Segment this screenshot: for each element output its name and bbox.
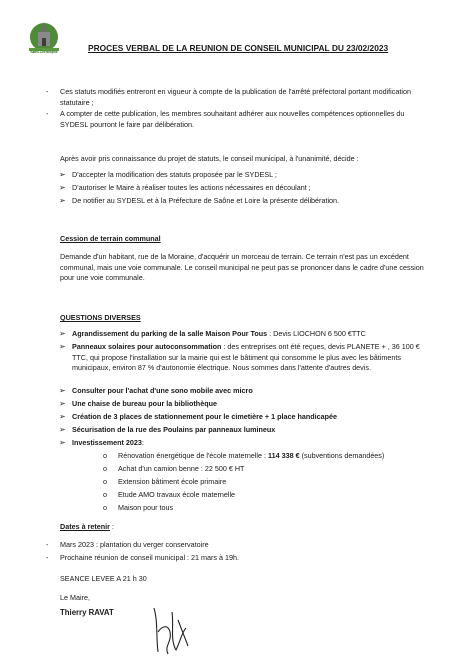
investment-text: Etude AMO travaux école maternelle <box>118 490 236 499</box>
page-title: PROCES VERBAL DE LA REUNION DE CONSEIL MUNICIPAL DU 23/02/2023 <box>88 43 389 53</box>
dates-heading-label: Dates à retenir <box>60 522 110 531</box>
question-item-bold: Agrandissement du parking de la salle Maison Pour Tous <box>72 329 268 338</box>
list-item: ➢ Consulter pour l'achat d'une sono mobile avec micro <box>59 386 253 395</box>
seance-levee: SEANCE LEVEE A 21 h 30 <box>60 574 147 583</box>
logo-caption: Saint-Christophe <box>30 50 58 54</box>
statut-item-text: Ces statuts modifiés entreront en vigueur à compte de la publication de l'arrêté préfectoral portant modification statutaire ; <box>60 87 411 107</box>
question-item-bold: Une chaise de bureau pour la bibliothèque <box>72 399 217 408</box>
list-item: ➢ Sécurisation de la rue des Poulains par panneaux lumineux <box>59 425 276 434</box>
question-item-bold: Création de 3 places de stationnement pour le cimetière + 1 place handicapée <box>72 412 338 421</box>
question-item-bold: Sécurisation de la rue des Poulains par panneaux lumineux <box>72 425 276 434</box>
signatory-name: Thierry RAVAT <box>60 608 114 617</box>
decision-item-text: De notifier au SYDESL et à la Préfecture de Saône et Loire la présente délibération. <box>72 196 340 205</box>
question-item-bold: Panneaux solaires pour autoconsommation <box>72 342 222 351</box>
investment-text: Maison pour tous <box>118 503 174 512</box>
date-item-text: Prochaine réunion de conseil municipal : 21 mars à 19h. <box>60 553 239 562</box>
list-item: - Mars 2023 : plantation du verger conservatoire <box>46 540 209 549</box>
list-item: o Maison pour tous <box>103 503 174 512</box>
question-item-bold: Consulter pour l'achat d'une sono mobile avec micro <box>72 386 253 395</box>
question-item-rest: : <box>141 438 144 447</box>
investment-tail: (subventions demandées) <box>299 451 385 460</box>
date-item-text: Mars 2023 : plantation du verger conservatoire <box>60 540 209 549</box>
list-item: ➢ Une chaise de bureau pour la bibliothèque <box>59 399 217 408</box>
investment-text: Rénovation énergétique de l'école maternelle : <box>118 451 269 460</box>
decision-item-text: D'accepter la modification des statuts proposée par le SYDESL ; <box>72 170 277 179</box>
list-item: o Extension bâtiment école primaire <box>103 477 227 486</box>
list-item: ➢ De notifier au SYDESL et à la Préfecture de Saône et Loire la présente délibération. <box>59 196 340 205</box>
list-item: ➢ Investissement 2023: <box>59 438 144 447</box>
list-item: ➢ D'accepter la modification des statuts proposée par le SYDESL ; <box>59 170 277 179</box>
le-maire-label: Le Maire, <box>60 593 90 602</box>
dates-heading <box>60 522 430 533</box>
list-item: o Rénovation énergétique de l'école maternelle : 114 338 € (subventions demandées) <box>103 451 385 460</box>
list-item: ➢ D'autoriser le Maire à réaliser toutes les actions nécessaires en découlant ; <box>59 183 311 192</box>
list-item: ➢ Panneaux solaires pour autoconsommation : des entreprises ont été reçues, devis PLANETE + , 36 100 € TTC, qui propose l'installation sur la mairie qui est le bâtiment qui consomme le plus avec les bâtiments municipaux, environ 87 % d'autonomie électrique. Nous sommes dans l'attente d'autres devis. <box>59 342 420 373</box>
section-heading: QUESTIONS DIVERSES <box>60 313 141 322</box>
investment-text: Extension bâtiment école primaire <box>118 477 227 486</box>
municipal-logo <box>24 20 64 60</box>
list-item: ➢ Agrandissement du parking de la salle Maison Pour Tous : Devis LIOCHON 6 500 €TTC <box>59 329 366 338</box>
question-item-rest: : des entreprises ont été reçues, devis PLANETE + , 36 100 € TTC, qui propose l'installation sur la mairie qui est le bâtiment qui consomme le plus avec les bâtiments municipaux, environ 87 % d'autonomie électrique. Nous sommes dans l'attente d'autres devis. <box>72 342 420 373</box>
handwritten-signature <box>148 602 194 660</box>
list-item: o Achat d'un camion benne : 22 500 € HT <box>103 464 245 473</box>
section-heading: Cession de terrain communal <box>60 234 161 243</box>
investment-text: Achat d'un camion benne : 22 500 € HT <box>118 464 245 473</box>
list-item: - A compter de cette publication, les membres souhaitant adhérer aux nouvelles compétences optionnelles du SYDESL pourront le faire par délibération. <box>46 109 405 129</box>
cession-body: Demande d'un habitant, rue de la Moraine, d'acquérir un morceau de terrain. Ce terrain n'est pas un excédent communal, mais une voie communale. Le conseil municipal ne peut pas se prononcer dans le cadre d'une cession pour une voie communale. <box>60 252 424 283</box>
list-item: - Ces statuts modifiés entreront en vigueur à compte de la publication de l'arrêté préfectoral portant modification statutaire ; <box>46 87 411 107</box>
list-item: ➢ Création de 3 places de stationnement pour le cimetière + 1 place handicapée <box>59 412 338 421</box>
dates-heading-suffix: : <box>109 522 114 531</box>
list-item: o Etude AMO travaux école maternelle <box>103 490 236 499</box>
decision-item-text: D'autoriser le Maire à réaliser toutes les actions nécessaires en découlant ; <box>72 183 311 192</box>
investment-amount: 114 338 € <box>268 451 300 460</box>
statut-item-text: A compter de cette publication, les membres souhaitant adhérer aux nouvelles compétences optionnelles du SYDESL pourront le faire par délibération. <box>60 109 405 129</box>
question-item-bold: Investissement 2023 <box>72 438 142 447</box>
list-item: - Prochaine réunion de conseil municipal : 21 mars à 19h. <box>46 553 239 562</box>
question-item-rest: : Devis LIOCHON 6 500 €TTC <box>267 329 366 338</box>
decision-intro: Après avoir pris connaissance du projet de statuts, le conseil municipal, à l'unanimité, décide : <box>60 154 359 163</box>
